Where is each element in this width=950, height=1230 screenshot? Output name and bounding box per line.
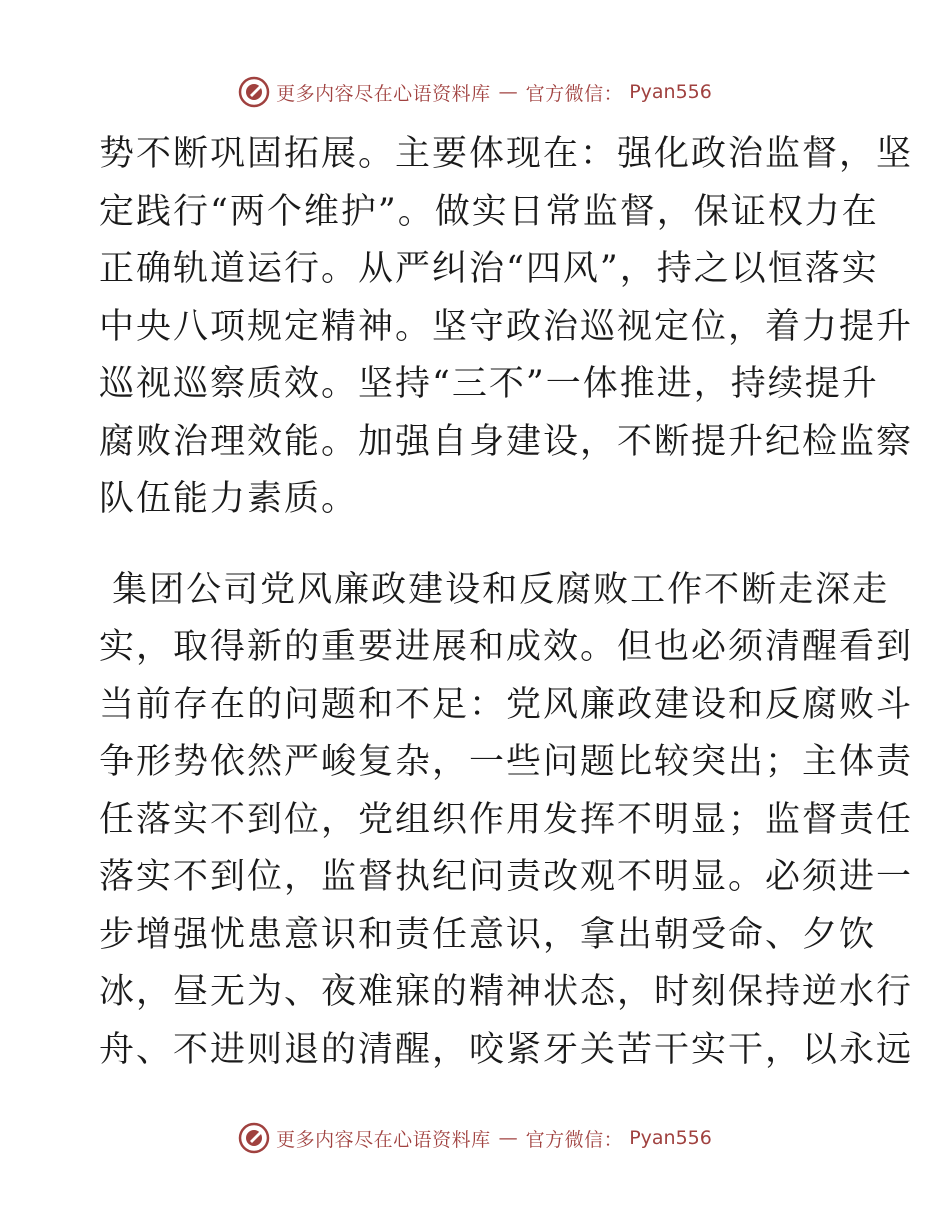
- text-line: 队伍能力素质。: [99, 479, 359, 519]
- watermark-wechat-id: Pyan556: [629, 1127, 712, 1149]
- text-line: 实，取得新的重要进展和成效。但也必须清醒看到: [99, 627, 914, 667]
- text-line: 巡视巡察质效。坚持“三不”一体推进，持续提升: [99, 364, 879, 404]
- header-watermark: [0, 72, 950, 112]
- text-line: 落实不到位，监督执纪问责改观不明显。必须进一: [99, 857, 914, 897]
- watermark-wechat-label: 官方微信：: [525, 1128, 624, 1151]
- text-line: 任落实不到位，党组织作用发挥不明显；监督责任: [99, 799, 914, 840]
- paragraph-1: [99, 126, 914, 529]
- watermark-separator: —: [498, 1127, 518, 1149]
- text-line: 中央八项规定精神。坚守政治巡视定位，着力提升: [99, 306, 914, 347]
- text-line: 势不断巩固拓展。主要体现在：强化政治监督，坚: [99, 134, 914, 174]
- watermark-wechat-label: 官方微信：: [525, 82, 624, 105]
- brand-logo-icon: [238, 1122, 270, 1154]
- footer-watermark: [0, 1118, 950, 1158]
- watermark-brand: 更多内容尽在心语资料库: [276, 1128, 491, 1151]
- text-line: 正确轨道运行。从严纠治“四风”，持之以恒落实: [99, 249, 879, 289]
- document-body: [99, 126, 914, 1079]
- watermark-brand: 更多内容尽在心语资料库: [276, 82, 491, 105]
- text-line: 集团公司党风廉政建设和反腐败工作不断走深走: [99, 569, 890, 610]
- watermark-wechat-id: Pyan556: [629, 81, 712, 103]
- text-line: 当前存在的问题和不足：党风廉政建设和反腐败斗: [99, 684, 914, 725]
- watermark-separator: —: [498, 81, 518, 103]
- text-line: 步增强忧患意识和责任意识，拿出朝受命、夕饮: [99, 914, 877, 955]
- text-line: 腐败治理效能。加强自身建设，不断提升纪检监察: [99, 421, 914, 462]
- paragraph-2: [99, 562, 914, 1080]
- text-line: 争形势依然严峻复杂，一些问题比较突出；主体责: [99, 742, 914, 782]
- brand-logo-icon: [238, 76, 270, 108]
- text-line: 舟、不进则退的清醒，咬紧牙关苦干实干，以永远: [99, 1029, 914, 1070]
- text-line: 定践行“两个维护”。做实日常监督，保证权力在: [99, 191, 879, 232]
- text-line: 冰，昼无为、夜难寐的精神状态，时刻保持逆水行: [99, 972, 914, 1012]
